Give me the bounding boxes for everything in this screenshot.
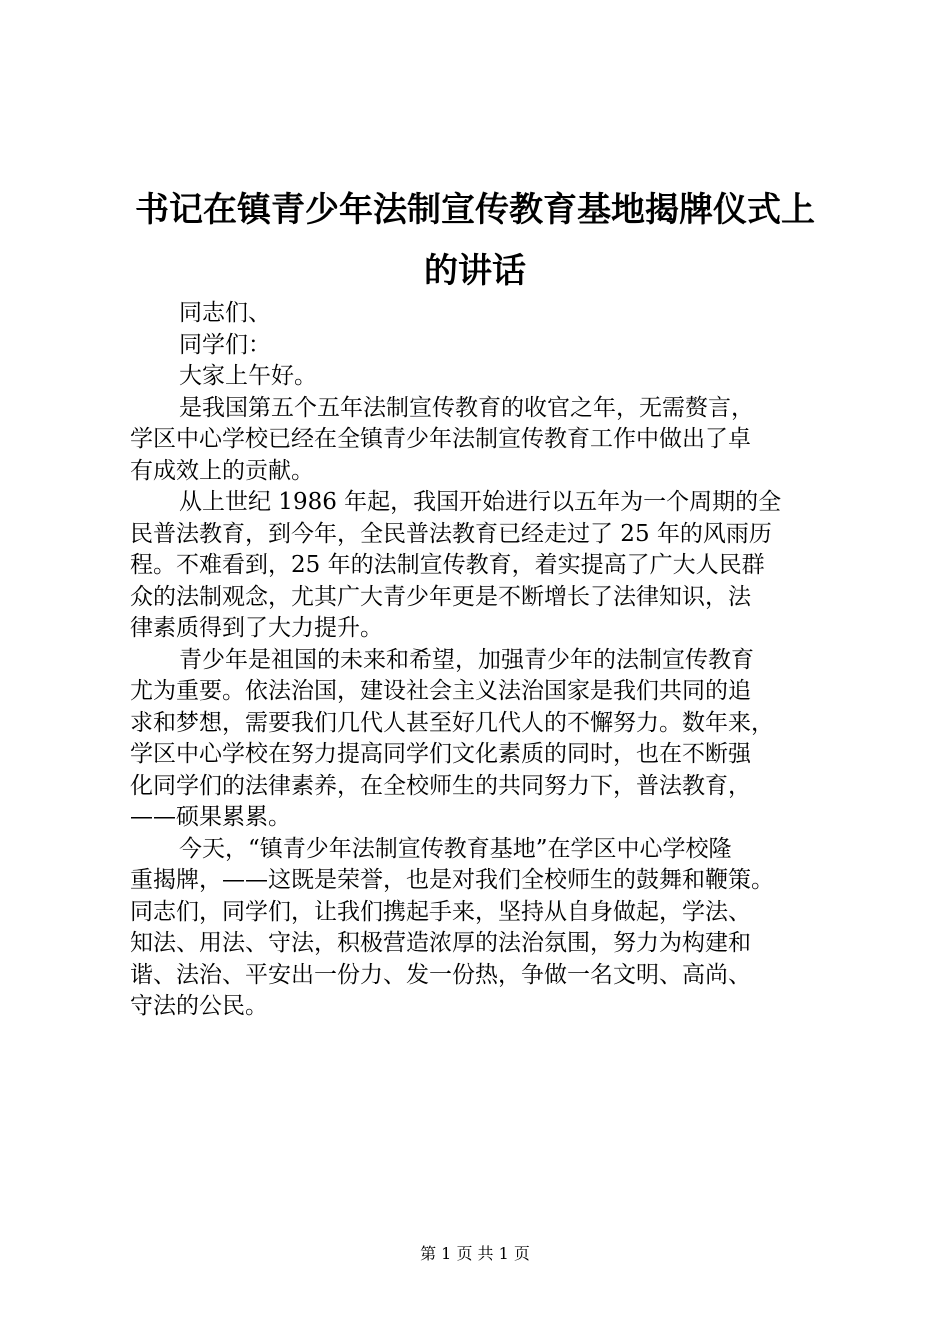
body-line: 化同学们的法律素养，在全校师生的共同努力下，普法教育， bbox=[130, 772, 751, 799]
body-line: 同志们、 bbox=[179, 300, 271, 326]
body-line: 尤为重要。依法治国，建设社会主义法治国家是我们共同的追 bbox=[130, 678, 751, 704]
body-line: 知法、用法、守法，积极营造浓厚的法治氛围，努力为构建和 bbox=[130, 930, 751, 956]
body-line: 学区中心学校已经在全镇青少年法制宣传教育工作中做出了卓 bbox=[130, 426, 751, 452]
body-line: ——硕果累累。 bbox=[130, 804, 291, 830]
document-title-line-2: 的讲话 bbox=[424, 251, 526, 291]
body-line: 众的法制观念，尤其广大青少年更是不断增长了法律知识，法 bbox=[130, 583, 751, 610]
body-line: 重揭牌，——这既是荣誉，也是对我们全校师生的鼓舞和鞭策。 bbox=[130, 867, 774, 893]
body-line: 从上世纪 1986 年起，我国开始进行以五年为一个周期的全 bbox=[179, 489, 782, 515]
body-line: 青少年是祖国的未来和希望，加强青少年的法制宣传教育 bbox=[179, 646, 754, 673]
body-line: 守法的公民。 bbox=[130, 993, 268, 1019]
body-line: 程。不难看到，25 年的法制宣传教育，着实提高了广大人民群 bbox=[130, 552, 765, 578]
body-line: 学区中心学校在努力提高同学们文化素质的同时，也在不断强 bbox=[130, 741, 751, 767]
document-body bbox=[130, 298, 850, 1023]
body-line: 是我国第五个五年法制宣传教育的收官之年，无需赘言， bbox=[179, 394, 754, 421]
body-line: 大家上午好。 bbox=[179, 363, 317, 389]
body-line: 今天，“镇青少年法制宣传教育基地”在学区中心学校隆 bbox=[179, 835, 732, 862]
body-line: 律素质得到了大力提升。 bbox=[130, 615, 383, 641]
document-title-line-1: 书记在镇青少年法制宣传教育基地揭牌仪式上 bbox=[135, 190, 815, 230]
page-number: 第 1 页 bbox=[420, 1244, 473, 1263]
body-line: 求和梦想，需要我们几代人甚至好几代人的不懈努力。数年来， bbox=[130, 709, 774, 736]
body-line: 谐、法治、平安出一份力、发一份热，争做一名文明、高尚、 bbox=[130, 961, 751, 988]
body-line: 有成效上的贡献。 bbox=[130, 457, 314, 484]
body-line: 民普法教育，到今年，全民普法教育已经走过了 25 年的风雨历 bbox=[130, 520, 772, 547]
body-line: 同志们，同学们，让我们携起手来，坚持从自身做起，学法、 bbox=[130, 898, 751, 925]
page-total: 共 1 页 bbox=[477, 1244, 530, 1263]
page-footer bbox=[0, 1244, 950, 1264]
body-line: 同学们： bbox=[179, 331, 271, 358]
